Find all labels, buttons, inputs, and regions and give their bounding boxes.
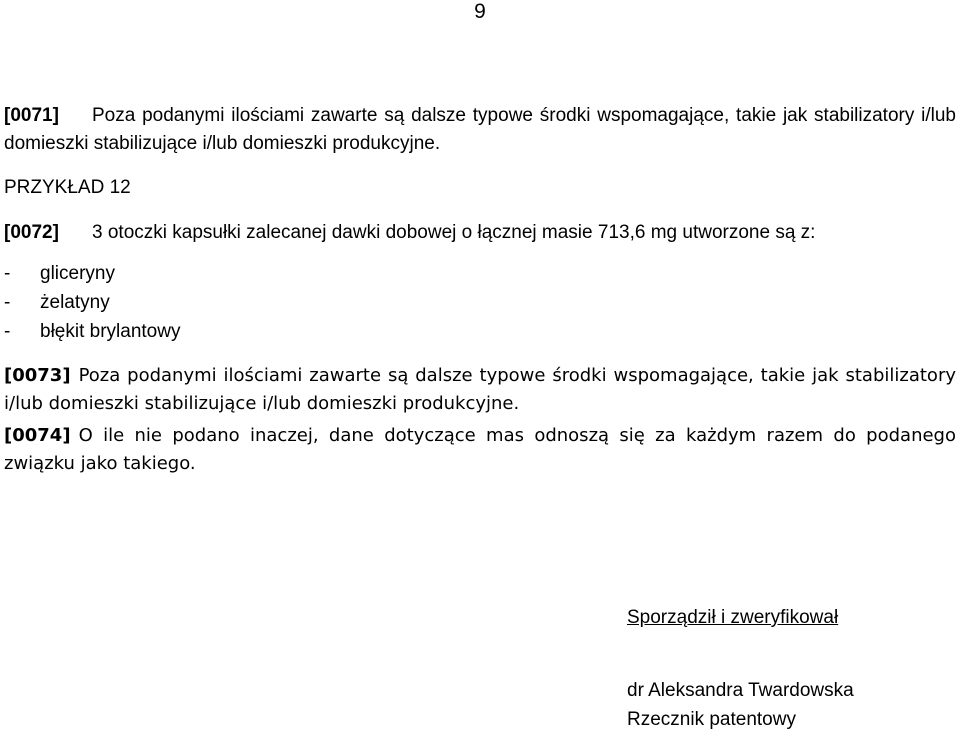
paragraph-number: [0074] [4,425,71,446]
page-number: 9 [474,0,486,23]
paragraph-text: Poza podanymi ilościami zawarte są dalsze typowe środki wspomagające, takie jak stabilizatory i/lub domieszki stabilizujące i/lub domieszki produkcyjne. [4,105,956,154]
list-item [4,288,180,317]
list-item [4,317,180,346]
ingredient-name: żelatyny [40,292,110,313]
example-heading: PRZYKŁAD 12 [4,177,131,198]
paragraph-text: Poza podanymi ilościami zawarte są dalsze typowe środki wspomagające, takie jak stabilizatory i/lub domieszki stabilizujące i/lub domieszki produkcyjne. [4,365,956,414]
paragraph-0071 [4,102,956,158]
list-item [4,259,180,288]
paragraph-number: [0071] [4,105,59,126]
paragraph-text: O ile nie podano inaczej, dane dotyczące mas odnoszą się za każdym razem do podanego związku jako takiego. [4,425,956,474]
paragraph-0072 [4,219,956,247]
signature-heading: Sporządził i zweryfikował [627,607,839,628]
signature-title: Rzecznik patentowy [627,709,796,730]
paragraph-0074 [4,422,956,478]
ingredient-list [4,259,180,346]
paragraph-number: [0072] [4,222,59,243]
list-dash: - [4,292,11,313]
ingredient-name: błękit brylantowy [40,321,181,342]
list-dash: - [4,321,11,342]
list-dash: - [4,263,11,284]
signature-name: dr Aleksandra Twardowska [627,680,854,701]
paragraph-number: [0073] [4,365,71,386]
paragraph-text: 3 otoczki kapsułki zalecanej dawki dobowej o łącznej masie 713,6 mg utworzone są z: [92,222,816,243]
paragraph-0073 [4,362,956,418]
ingredient-name: gliceryny [40,263,115,284]
